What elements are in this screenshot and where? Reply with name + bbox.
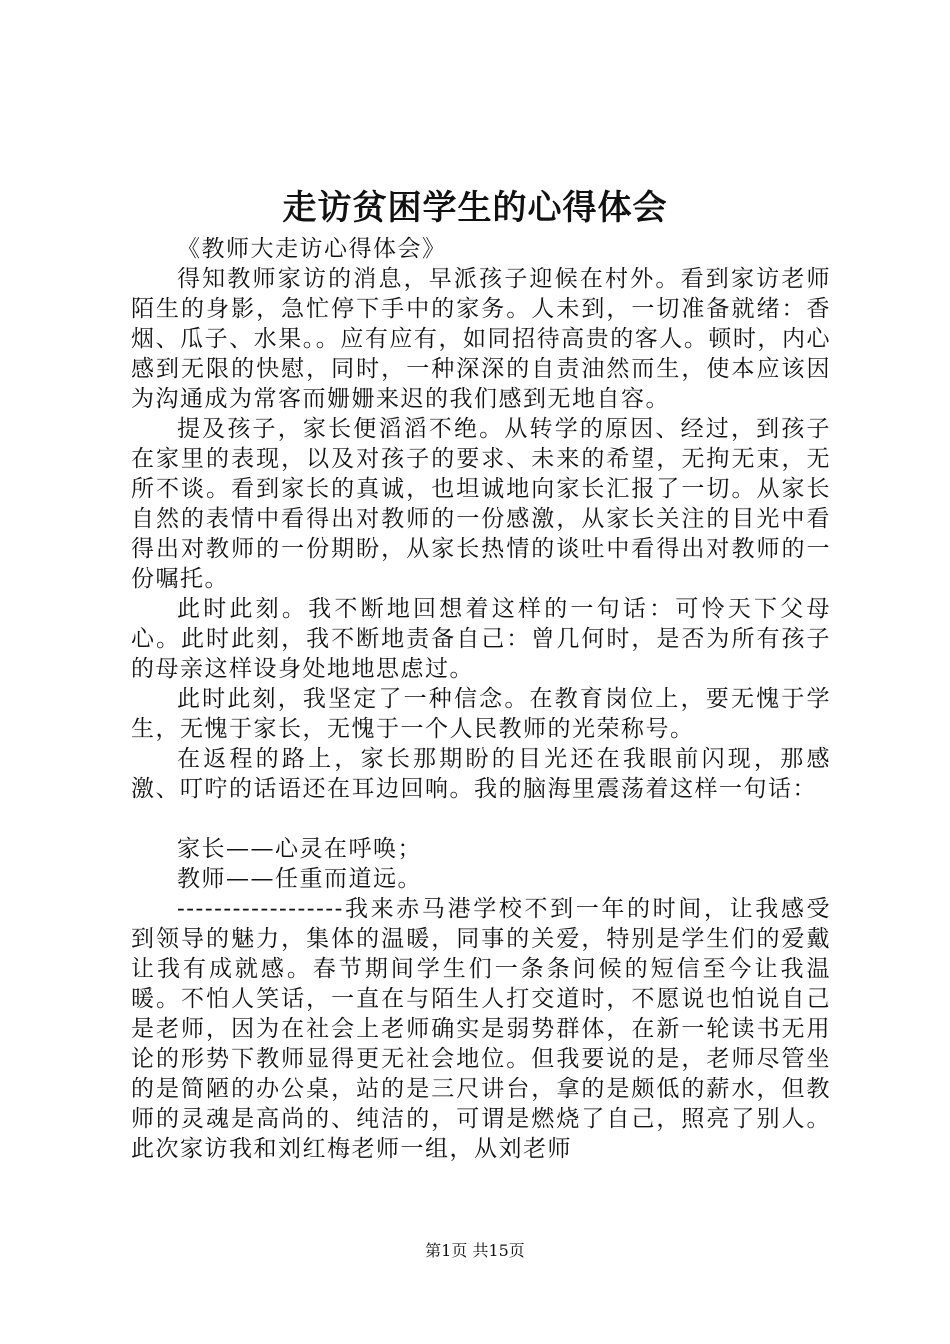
paragraph: ------------------我来赤马港学校不到一年的时间，让我感受到领导的魅力，集体的温暖，同事的关爱，特别是学生们的爱戴让我有成就感。春节期间学生们一条条问候的短信至今让我温暖。不怕人笑话，一直在与陌生人打交道时，不愿说也怕说自己是老师，因为在社会上老师确实是弱势群体，在新一轮读书无用论的形势下教师显得更无社会地位。但我要说的是，老师尽管坐的是简陋的办公桌，站的是三尺讲台，拿的是颇低的薪水，但教师的灵魂是高尚的、纯洁的，可谓是燃烧了自己，照亮了别人。此次家访我和刘红梅老师一组，从刘老师 bbox=[131, 896, 831, 1162]
document-title: 走访贫困学生的心得体会 bbox=[282, 188, 668, 228]
paragraph: 提及孩子，家长便滔滔不绝。从转学的原因、经过，到孩子在家里的表现，以及对孩子的要求、未来的希望，无拘无束，无所不谈。看到家长的真诚，也坦诚地向家长汇报了一切。从家长自然的表情中看得出对教师的一份感激，从家长关注的目光中看得出对教师的一份期盼，从家长热情的谈吐中看得出对教师的一份嘱托。 bbox=[131, 416, 831, 592]
paragraph: 此时此刻。我不断地回想着这样的一句话：可怜天下父母心。此时此刻，我不断地责备自己：曾几何时，是否为所有孩子的母亲这样设身处地地思虑过。 bbox=[131, 596, 831, 682]
paragraph: 得知教师家访的消息，早派孩子迎候在村外。看到家访老师陌生的身影，急忙停下手中的家务。人未到，一切准备就绪：香烟、瓜子、水果。。应有应有，如同招待高贵的客人。顿时，内心感到无限的快慰，同时，一种深深的自责油然而生，使本应该因为沟通成为常客而姗姗来迟的我们感到无地自容。 bbox=[131, 266, 831, 412]
paragraph-verse: 家长——心灵在呼唤； bbox=[177, 836, 422, 862]
paragraph-subtitle: 《教师大走访心得体会》 bbox=[177, 236, 447, 262]
blank-line bbox=[131, 804, 831, 834]
paragraph-verse: 教师——任重而道远。 bbox=[177, 866, 422, 892]
page-number-footer: 第1页 共15页 bbox=[425, 1241, 525, 1260]
document-body bbox=[131, 234, 831, 1164]
paragraph: 此时此刻，我坚定了一种信念。在教育岗位上，要无愧于学生，无愧于家长，无愧于一个人民教师的光荣称号。 bbox=[131, 686, 831, 742]
paragraph: 在返程的路上，家长那期盼的目光还在我眼前闪现，那感激、叮咛的话语还在耳边回响。我的脑海里震荡着这样一句话： bbox=[131, 746, 831, 802]
